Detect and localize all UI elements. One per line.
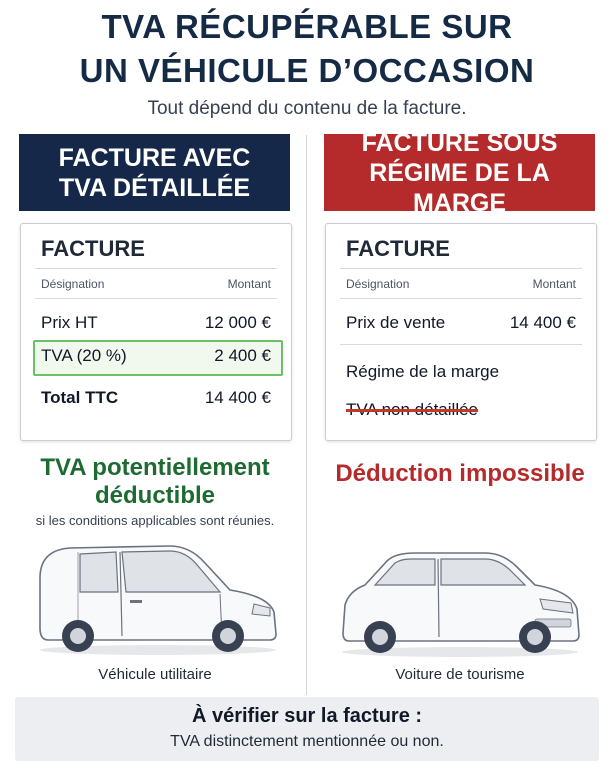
center-divider [306,135,307,695]
condition-note: si les conditions applicables sont réunies. [35,513,275,528]
vehicle-label-tourisme: Voiture de tourisme [395,666,525,683]
row-value-prix-vente: 14 400 € [509,313,576,332]
invoice-margin-scheme [325,223,597,441]
col-montant: Montant [227,277,271,291]
right-heading [324,128,595,217]
verdict-line-2: déductible [94,482,215,509]
regime-marge-label: Régime de la marge [346,362,500,381]
row-label-prix-vente: Prix de vente [346,313,446,332]
col-designation: Désignation [346,277,410,291]
row-label-prix-ht: Prix HT [41,313,98,332]
van-icon [30,538,285,658]
row-value-tva: 2 400 € [214,346,271,365]
verdict-impossible: Déduction impossible [335,460,585,487]
separator [340,268,582,269]
separator [340,298,582,299]
left-heading [19,134,290,211]
footer-box [15,697,599,761]
car-icon [335,545,585,660]
title-line-2: UN VÉHICULE D’OCCASION [79,52,535,89]
row-label-tva: TVA (20 %) [41,346,127,365]
left-heading-line-1: FACTURE AVEC [58,143,251,172]
row-value-prix-ht: 12 000 € [204,313,271,332]
separator [35,298,277,299]
row-label-total: Total TTC [41,388,119,407]
title-line-1: TVA RÉCUPÉRABLE SUR [101,8,513,45]
col-designation: Désignation [41,277,105,291]
verdict-deductible [20,454,290,510]
col-montant: Montant [532,277,576,291]
right-heading-line-1: FACTURE SOUS [361,128,558,157]
left-heading-line-2: TVA DÉTAILLÉE [58,173,251,202]
right-heading-line-2: RÉGIME DE LA MARGE [369,158,550,217]
footer-text: TVA distinctement mentionnée ou non. [170,733,444,750]
invoice-title: FACTURE [346,236,450,261]
invoice-title: FACTURE [41,236,145,261]
tva-non-detaillee-struck: TVA non détaillée [346,400,478,419]
invoice-detailed-vat [20,223,292,441]
separator [35,268,277,269]
row-value-total: 14 400 € [204,388,271,407]
verdict-line-1: TVA potentiellement [40,454,270,481]
separator [340,344,582,345]
footer-title: À vérifier sur la facture : [191,705,423,727]
subtitle: Tout dépend du contenu de la facture. [147,98,467,119]
vehicle-label-utilitaire: Véhicule utilitaire [98,666,212,683]
